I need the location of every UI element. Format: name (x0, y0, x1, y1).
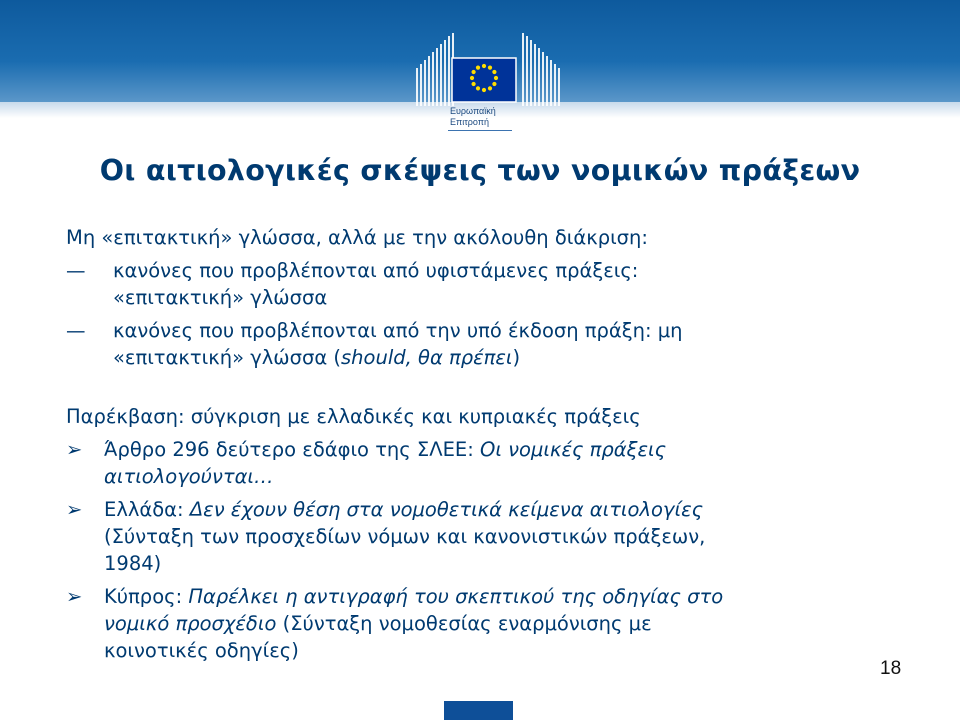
item-line: 1984) (104, 552, 162, 575)
item-line: (Σύνταξη των προσχεδίων νόμων και κανονιστικών πράξεων, (104, 525, 706, 548)
item-line: κανόνες που προβλέπονται από την υπό έκδοση πράξη: μη (113, 319, 683, 342)
item-italic-text: Παρέλκει η αντιγραφή του σκεπτικού της οδηγίας στο (188, 585, 724, 608)
item-line: κοινοτικές οδηγίες) (104, 639, 299, 662)
logo-underline (448, 130, 512, 131)
item-line: «επιτακτική» γλώσσα (113, 286, 328, 309)
item-line (104, 463, 926, 490)
arrow-bullet-icon: ➢ (66, 498, 83, 521)
item-line (104, 610, 926, 637)
item-text: ) (512, 346, 521, 369)
footer-bar (444, 701, 513, 720)
item-italic-text: Δεν έχουν θέση στα νομοθετικά κείμενα αιτιολογίες (189, 498, 704, 521)
section2-heading: Παρέκβαση: σύγκριση με ελλαδικές και κυπριακές πράξεις (66, 405, 641, 428)
item-italic-text: αιτιολογούνται… (104, 465, 274, 488)
logo-name-line2: Επιτροπή (450, 117, 489, 127)
european-commission-logo (412, 30, 572, 138)
list-item (66, 583, 926, 664)
slide-content (66, 224, 926, 664)
list-item (66, 317, 926, 371)
eu-flag-building-icon (412, 30, 572, 106)
item-text: «επιτακτική» γλώσσα ( (113, 346, 342, 369)
arrow-bullet-icon: ➢ (66, 585, 83, 608)
item-line (104, 436, 926, 463)
item-italic-text: νομικό προσχέδιο (104, 612, 277, 635)
list-item (66, 436, 926, 490)
dash-marker: — (66, 259, 86, 282)
item-line (104, 583, 926, 610)
item-text: (Σύνταξη νομοθεσίας εναρμόνισης με (276, 612, 652, 635)
list-item (66, 496, 926, 577)
item-italic-text: should, θα πρέπει (341, 346, 513, 369)
item-text: Κύπρος: (104, 585, 189, 608)
item-text: Ελλάδα: (104, 498, 190, 521)
item-text: Άρθρο 296 δεύτερο εδάφιο της ΣΛΕΕ: (104, 438, 481, 461)
item-line: κανόνες που προβλέπονται από υφιστάμενες πράξεις: (113, 259, 639, 282)
list-item (66, 257, 926, 311)
arrow-bullet-icon: ➢ (66, 438, 83, 461)
page-number: 18 (880, 658, 902, 679)
item-line (104, 496, 926, 523)
slide-title: Οι αιτιολογικές σκέψεις των νομικών πράξεων (99, 154, 861, 187)
dash-marker: — (66, 319, 86, 342)
item-line (113, 344, 926, 371)
item-italic-text: Οι νομικές πράξεις (480, 438, 667, 461)
section1-heading: Μη «επιτακτική» γλώσσα, αλλά με την ακόλουθη διάκριση: (66, 226, 648, 249)
logo-name-line1: Ευρωπαϊκή (450, 106, 496, 116)
